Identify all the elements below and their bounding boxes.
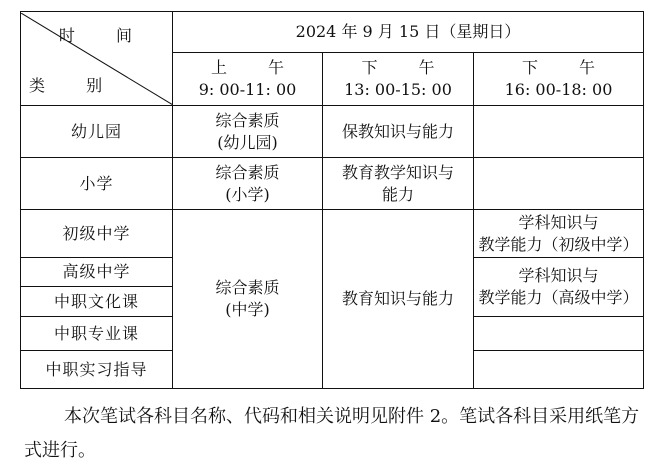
time-header-label: 时 间 (58, 25, 150, 45)
category-junior-high: 初级中学 (21, 210, 173, 258)
subject-line: (幼儿园) (217, 132, 278, 152)
subject-primary-pm1 (323, 158, 474, 210)
subject-line: 综合素质 (215, 162, 280, 182)
subject-kindergarten-am (173, 106, 323, 158)
category-header-label: 类 别 (29, 75, 121, 95)
session-time: 13: 00-15: 00 (344, 80, 452, 99)
exam-schedule-table (20, 11, 644, 389)
subject-line: 综合素质 (215, 278, 280, 297)
footnote-paragraph: 本次笔试各科目名称、代码和相关说明见附件 2。笔试各科目采用纸笔方式进行。 (24, 406, 640, 461)
subject-line: 教育教学知识与 (341, 162, 454, 182)
session-header-afternoon-1 (323, 53, 474, 106)
session-name: 下 午 (361, 58, 453, 77)
subject-secondary-pm1: 教育知识与能力 (323, 210, 474, 389)
subject-primary-pm2 (474, 158, 644, 210)
subject-line: 教学能力（高级中学） (478, 288, 639, 307)
subject-senior-high-pm2 (474, 258, 644, 317)
session-header-morning (173, 53, 323, 106)
category-primary: 小学 (21, 158, 173, 210)
category-vocational-culture: 中职文化课 (21, 287, 173, 317)
subject-kindergarten-pm1: 保教知识与能力 (323, 106, 474, 158)
session-name: 下 午 (521, 58, 614, 77)
session-time: 16: 00-18: 00 (504, 80, 613, 99)
subject-kindergarten-pm2 (474, 106, 644, 158)
session-time: 9: 00-11: 00 (198, 80, 297, 99)
category-kindergarten: 幼儿园 (21, 106, 173, 158)
exam-date-cell: 2024 年 9 月 15 日（星期日） (173, 12, 644, 53)
subject-vocational-practice-pm2 (474, 351, 644, 389)
subject-primary-am (173, 158, 323, 210)
subject-line: 能力 (381, 184, 414, 204)
category-senior-high: 高级中学 (21, 258, 173, 287)
subject-junior-high-pm2 (474, 210, 644, 258)
subject-vocational-major-pm2 (474, 317, 644, 351)
subject-line: (中学) (225, 300, 270, 319)
corner-header-cell (21, 12, 173, 106)
subject-line: 学科知识与 (518, 212, 599, 232)
category-vocational-practice: 中职实习指导 (21, 351, 173, 389)
subject-line: 教学能力（初级中学） (478, 234, 639, 254)
subject-line: 综合素质 (215, 110, 280, 130)
subject-line: (小学) (225, 184, 270, 204)
category-vocational-major: 中职专业课 (21, 317, 173, 351)
subject-secondary-am (173, 210, 323, 389)
subject-line: 学科知识与 (518, 266, 599, 285)
session-name: 上 午 (210, 58, 303, 77)
session-header-afternoon-2 (474, 53, 644, 106)
